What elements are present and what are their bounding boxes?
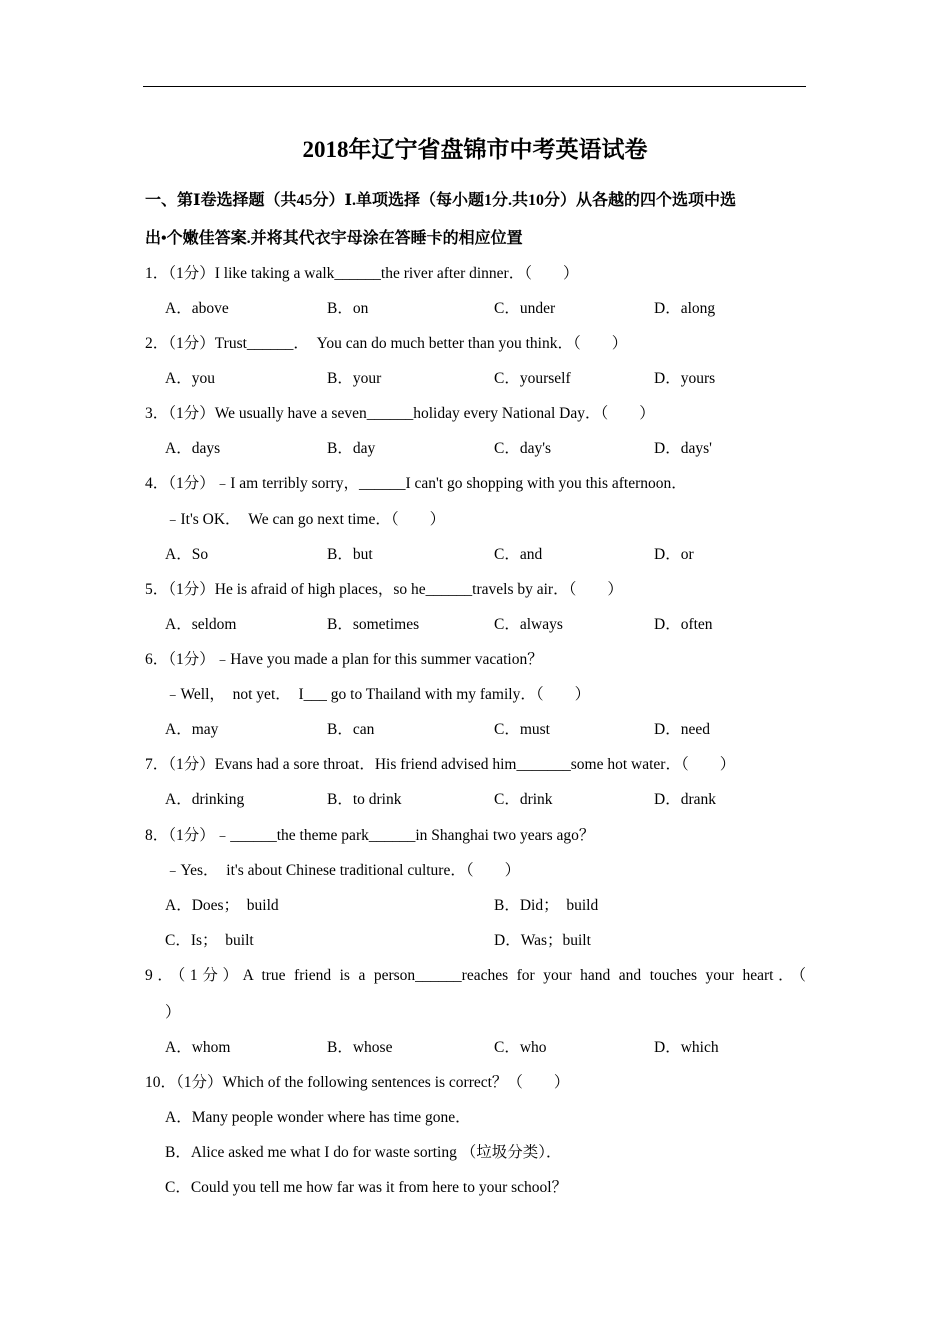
question-5-option-c[interactable]: C．always [494,616,563,633]
question-7-option-b[interactable]: B．to drink [327,791,402,808]
question-7-option-d[interactable]: D．drank [654,791,716,808]
question-2-stem: 2．（1分）Trust______． You can do much better than you think．（ ） [145,335,628,352]
question-9-option-c[interactable]: C．who [494,1039,547,1056]
question-8-option-a[interactable]: A．Does； build [165,897,279,914]
question-4-option-a[interactable]: A．So [165,546,209,563]
question-6-option-a[interactable]: A．may [165,721,219,738]
section-instruction-line-2: 出•个嫩佳答案.并将其代衣宇母涂在答睡卡的相应位置 [145,230,523,247]
question-1-stem: 1．（1分）I like taking a walk______the river after dinner．（ ） [145,265,579,282]
exam-title: 2018年辽宁省盘锦市中考英语试卷 [302,137,648,162]
question-5-option-a[interactable]: A．seldom [165,616,237,633]
question-3-option-b[interactable]: B．day [327,440,376,457]
question-6-option-d[interactable]: D．need [654,721,710,738]
question-2-option-c[interactable]: C．yourself [494,370,571,387]
question-10-option-c[interactable]: C．Could you tell me how far was it from here to your school？ [165,1179,568,1196]
question-4-stem: 4．（1分）﹣I am terribly sorry，______I can't go shopping with you this afternoon． [145,475,687,492]
question-3-option-c[interactable]: C．day's [494,440,552,457]
question-6-option-c[interactable]: C．must [494,721,550,738]
question-2-option-b[interactable]: B．your [327,370,382,387]
question-9-option-d[interactable]: D．which [654,1039,719,1056]
question-1-option-b[interactable]: B．on [327,300,369,317]
question-9-stem: 9．（1分）A true friend is a person______reaches for your hand and touches your heart．（ [145,967,806,984]
question-10-option-a[interactable]: A．Many people wonder where has time gone． [165,1109,471,1126]
question-9-option-a[interactable]: A．whom [165,1039,231,1056]
question-8-dialogue-reply: ﹣Yes． it's about Chinese traditional culture．（ ） [165,862,521,879]
question-6-stem: 6．（1分）﹣Have you made a plan for this summer vacation？ [145,651,543,668]
question-4-dialogue-reply: ﹣It's OK． We can go next time．（ ） [165,511,446,528]
question-5-option-b[interactable]: B．sometimes [327,616,420,633]
question-9-option-b[interactable]: B．whose [327,1039,393,1056]
question-3-option-d[interactable]: D．days' [654,440,712,457]
question-1-option-c[interactable]: C．under [494,300,556,317]
question-2-option-d[interactable]: D．yours [654,370,716,387]
question-2-option-a[interactable]: A．you [165,370,215,387]
question-6-option-b[interactable]: B．can [327,721,375,738]
question-8-option-c[interactable]: C．Is； built [165,932,254,949]
section-instruction-line-1: 一、第Ⅰ卷选择题（共45分）Ⅰ.单项选择（每小题1分.共10分）从各越的四个选项中选 [145,192,736,209]
question-7-option-c[interactable]: C．drink [494,791,553,808]
question-7-option-a[interactable]: A．drinking [165,791,245,808]
question-7-stem: 7．（1分）Evans had a sore throat．His friend advised him_______some hot water．（ ） [145,756,736,773]
question-3-option-a[interactable]: A．days [165,440,221,457]
question-1-option-d[interactable]: D．along [654,300,716,317]
question-10-option-b[interactable]: B．Alice asked me what I do for waste sorting （垃圾分类）． [165,1144,562,1161]
header-rule [143,86,806,87]
question-4-option-c[interactable]: C．and [494,546,543,563]
question-4-option-d[interactable]: D．or [654,546,694,563]
question-10-stem: 10．（1分）Which of the following sentences is correct？（ ） [145,1074,570,1091]
question-4-option-b[interactable]: B．but [327,546,373,563]
question-1-option-a[interactable]: A．above [165,300,229,317]
question-8-option-d[interactable]: D．Was；built [494,932,591,949]
question-9-stem-continued: ） [165,1004,181,1021]
question-8-stem: 8．（1分）﹣______the theme park______in Shanghai two years ago？ [145,827,595,844]
question-8-option-b[interactable]: B．Did； build [494,897,599,914]
question-6-dialogue-reply: ﹣Well， not yet． I___ go to Thailand with my family．（ ） [165,686,591,703]
question-3-stem: 3．（1分）We usually have a seven______holiday every National Day．（ ） [145,405,655,422]
question-5-option-d[interactable]: D．often [654,616,713,633]
question-5-stem: 5．（1分）He is afraid of high places，so he______travels by air．（ ） [145,581,623,598]
